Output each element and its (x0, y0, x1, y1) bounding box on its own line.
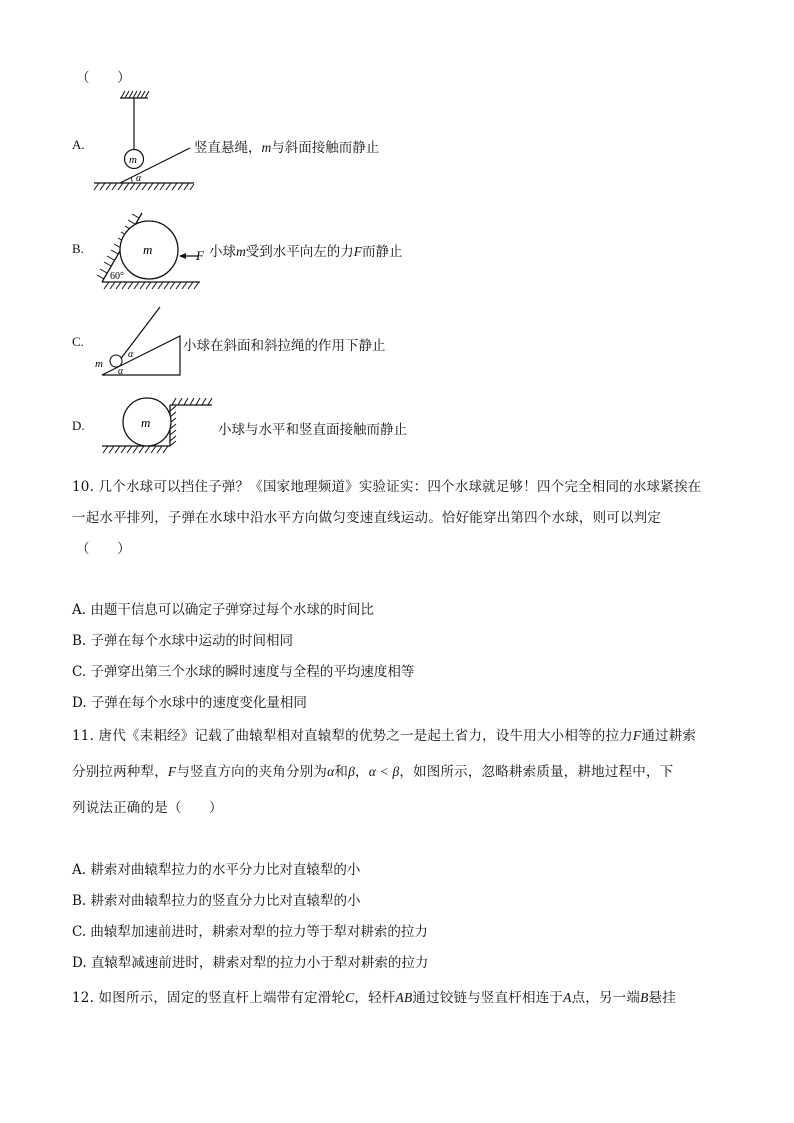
q11-stem-line-3: 列说法正确的是（ ） (72, 800, 223, 816)
angle-label: 60° (110, 271, 124, 282)
force-arrowhead (179, 253, 186, 259)
q11-option-c: C. 曲辕犁加速前进时，耕索对犁的拉力等于犁对耕索的拉力 (72, 924, 428, 940)
q10-option-a: A. 由题干信息可以确定子弹穿过每个水球的时间比 (72, 602, 374, 618)
q10-option-b: B. 子弹在每个水球中运动的时间相同 (72, 633, 294, 649)
q9-option-a-caption: 竖直悬绳，m与斜面接触而静止 (194, 140, 380, 156)
force-label: F (196, 248, 204, 263)
q11-option-a: A. 耕索对曲辕犁拉力的水平分力比对直辕犁的小 (72, 862, 361, 878)
mass-label: m (95, 358, 103, 370)
q9-answer-bracket: （ ） (76, 70, 131, 86)
q9-option-c-diagram (92, 303, 187, 383)
q9-option-b-caption: 小球m受到水平向左的力F而静止 (209, 244, 403, 260)
q10-stem-line-2: 一起水平排列，子弹在水球中沿水平方向做匀变速直线运动。恰好能穿出第四个水球，则可以判定 (72, 510, 662, 526)
q9-option-b-letter: B. (72, 241, 84, 256)
angle-arc (131, 177, 132, 183)
q10-option-c: C. 子弹穿出第三个水球的瞬时速度与全程的平均速度相等 (72, 664, 415, 680)
ceiling-hatch (121, 91, 149, 98)
q9-option-b-diagram (92, 205, 212, 290)
q12-stem-line-1: 12. 如图所示，固定的竖直杆上端带有定滑轮C，轻杆AB通过铰链与竖直杆相连于A点，另一端B悬挂 (72, 990, 676, 1006)
ground-hatch (103, 446, 168, 453)
q11-stem-line-1: 11. 唐代《耒耜经》记载了曲辕犁相对直辕犁的优势之一是起土省力，设牛用大小相等的拉力F通过耕索 (72, 728, 697, 744)
q9-option-c-caption: 小球在斜面和斜拉绳的作用下静止 (183, 338, 386, 354)
q10-answer-bracket: （ ） (76, 541, 131, 557)
q11-option-b: B. 耕索对曲辕犁拉力的竖直分力比对直辕犁的小 (72, 893, 361, 909)
q9-option-c-letter: C. (72, 334, 84, 349)
rope-angle-label: α (128, 349, 134, 360)
q10-stem-line-1: 10. 几个水球可以挡住子弹？《国家地理频道》实验证实：四个水球就足够！四个完全相同的水球紧挨在 (72, 479, 702, 495)
q9-option-d-caption: 小球与水平和竖直面接触而静止 (218, 422, 407, 438)
mass-label: m (143, 242, 153, 257)
mass-label: m (141, 415, 151, 430)
q10-option-d: D. 子弹在每个水球中的速度变化量相同 (72, 695, 307, 711)
q11-option-d: D. 直辕犁减速前进时，耕索对犁的拉力小于犁对耕索的拉力 (72, 955, 429, 971)
incline-angle-label: α (118, 366, 124, 377)
q9-option-d-diagram (98, 393, 218, 457)
q9-option-a-diagram (90, 88, 195, 194)
ledge-hatch (172, 398, 212, 405)
q9-option-d-letter: D. (72, 418, 85, 433)
ground-hatch (104, 282, 199, 289)
angle-label: α (136, 173, 142, 184)
q11-stem-line-2: 分别拉两种犁，F与竖直方向的夹角分别为α和β，α < β，如图所示，忽略耕索质量，耕地过程中，下 (72, 764, 674, 780)
ground-hatch (94, 183, 194, 190)
q9-option-a-letter: A. (72, 137, 85, 152)
mass-label: m (129, 154, 137, 166)
